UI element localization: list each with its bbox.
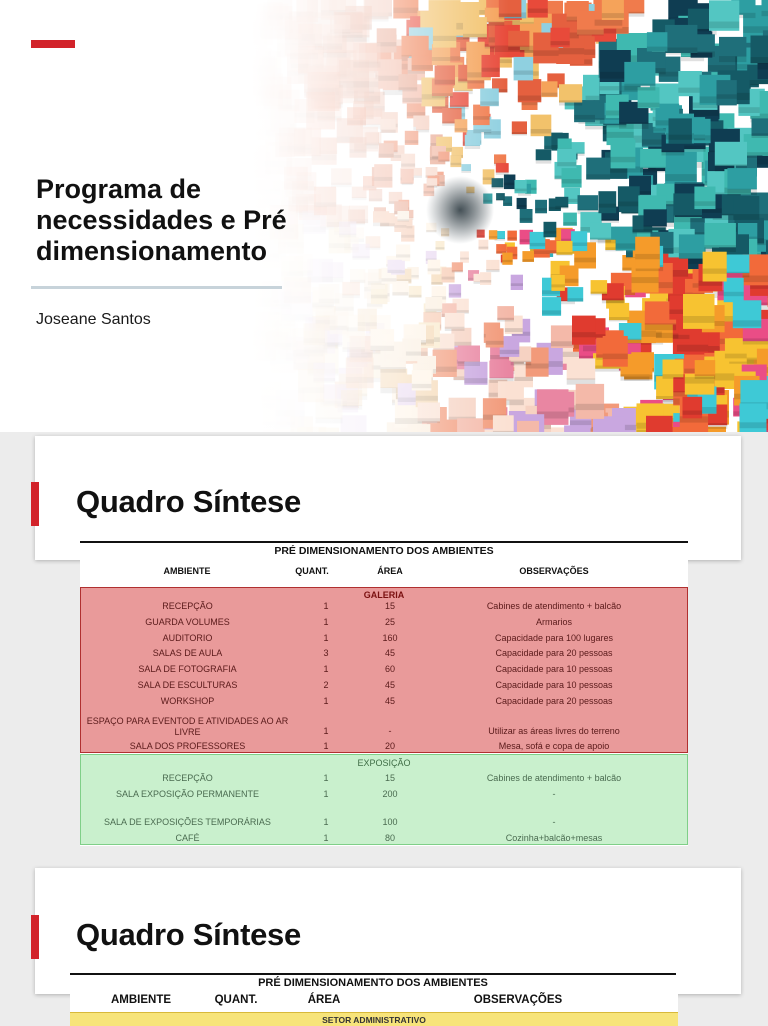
table-row [81,648,687,659]
table-row [81,773,687,784]
section-exposicao [80,754,688,845]
accent-bar [31,40,75,48]
table-row [81,716,687,738]
slide-heading: Quadro Síntese [76,917,301,953]
header-observacoes: OBSERVAÇÕES [445,994,591,1006]
table-top-rule [70,973,676,975]
cell-area: 80 [358,833,422,844]
cell-quant: 1 [296,633,356,644]
cell-obs: Capacidade para 10 pessoas [444,680,664,691]
sizing-table-2 [70,972,678,1024]
cell-ambiente: SALAS DE AULA [81,648,294,659]
cell-quant: 1 [296,741,356,752]
accent-bar [31,915,39,959]
cell-area: 25 [358,617,422,628]
header-observacoes: OBSERVAÇÕES [455,566,653,576]
slide-heading: Quadro Síntese [76,484,301,520]
cell-obs: Capacidade para 20 pessoas [444,696,664,707]
table-row [81,817,687,828]
cell-area: 45 [358,696,422,707]
cell-ambiente: SALA DE FOTOGRAFIA [81,664,294,675]
cell-area: - [358,726,422,737]
cell-obs: Capacidade para 100 lugares [444,633,664,644]
table-row [81,664,687,675]
cell-quant: 1 [296,789,356,800]
cell-quant: 1 [296,726,356,737]
header-area: ÁREA [292,994,356,1006]
cell-obs: Cabines de atendimento + balcão [444,601,664,612]
cell-ambiente: SALA EXPOSIÇÃO PERMANENTE [81,789,294,800]
cell-ambiente: SALA DOS PROFESSORES [81,741,294,752]
header-ambiente: AMBIENTE [100,994,182,1006]
cell-quant: 1 [296,696,356,707]
cell-area: 45 [358,680,422,691]
cell-quant: 2 [296,680,356,691]
cell-obs: Utilizar as áreas livres do terreno [444,726,664,737]
cell-ambiente: CAFÉ [81,833,294,844]
table-row [81,741,687,752]
cell-obs: - [444,789,664,800]
cell-obs: Armarios [444,617,664,628]
cell-area: 20 [358,741,422,752]
cell-area: 15 [358,773,422,784]
cell-quant: 1 [296,817,356,828]
table-row [81,633,687,644]
table-row [81,789,687,800]
section-title: EXPOSIÇÃO [81,758,687,768]
cell-quant: 3 [296,648,356,659]
cell-ambiente: SALA DE ESCULTURAS [81,680,294,691]
title-divider [31,286,282,289]
sizing-table [80,540,688,846]
section-title: SETOR ADMINISTRATIVO [70,1015,678,1025]
accent-bar [31,482,39,526]
cell-obs: Cabines de atendimento + balcão [444,773,664,784]
cell-obs: Capacidade para 20 pessoas [444,648,664,659]
header-area: ÁREA [355,566,425,576]
cell-area: 15 [358,601,422,612]
cover-slide [0,0,768,432]
header-quant: QUANT. [205,994,267,1006]
cell-ambiente: ESPAÇO PARA EVENTOD E ATIVIDADES AO AR LIVRE [81,716,294,738]
section-galeria [80,587,688,753]
table-row [81,696,687,707]
cell-ambiente: WORKSHOP [81,696,294,707]
table-title: PRÉ DIMENSIONAMENTO DOS AMBIENTES [80,545,688,557]
cell-quant: 1 [296,664,356,675]
cell-ambiente: SALA DE EXPOSIÇÕES TEMPORÁRIAS [81,817,294,828]
cell-area: 160 [358,633,422,644]
cell-obs: Capacidade para 10 pessoas [444,664,664,675]
header-quant: QUANT. [286,566,338,576]
cell-ambiente: AUDITORIO [81,633,294,644]
cover-title: Programa de necessidades e Pré dimensionamento [36,174,336,267]
table-top-rule [80,541,688,543]
cell-obs: Mesa, sofá e copa de apoio [444,741,664,752]
cell-area: 200 [358,789,422,800]
cell-ambiente: RECEPÇÃO [81,601,294,612]
table-title: PRÉ DIMENSIONAMENTO DOS AMBIENTES [70,977,676,989]
cell-quant: 1 [296,833,356,844]
table-row [81,680,687,691]
cell-quant: 1 [296,601,356,612]
cell-obs: - [444,817,664,828]
header-ambiente: AMBIENTE [107,566,267,576]
cell-obs: Cozinha+balcão+mesas [444,833,664,844]
cell-quant: 1 [296,617,356,628]
author-name: Joseane Santos [36,311,151,329]
cell-ambiente: GUARDA VOLUMES [81,617,294,628]
cell-area: 100 [358,817,422,828]
table-row [81,833,687,844]
table-row [81,601,687,612]
cell-area: 60 [358,664,422,675]
cell-quant: 1 [296,773,356,784]
table-row [81,617,687,628]
section-title: GALERIA [81,590,687,600]
cell-area: 45 [358,648,422,659]
cell-ambiente: RECEPÇÃO [81,773,294,784]
